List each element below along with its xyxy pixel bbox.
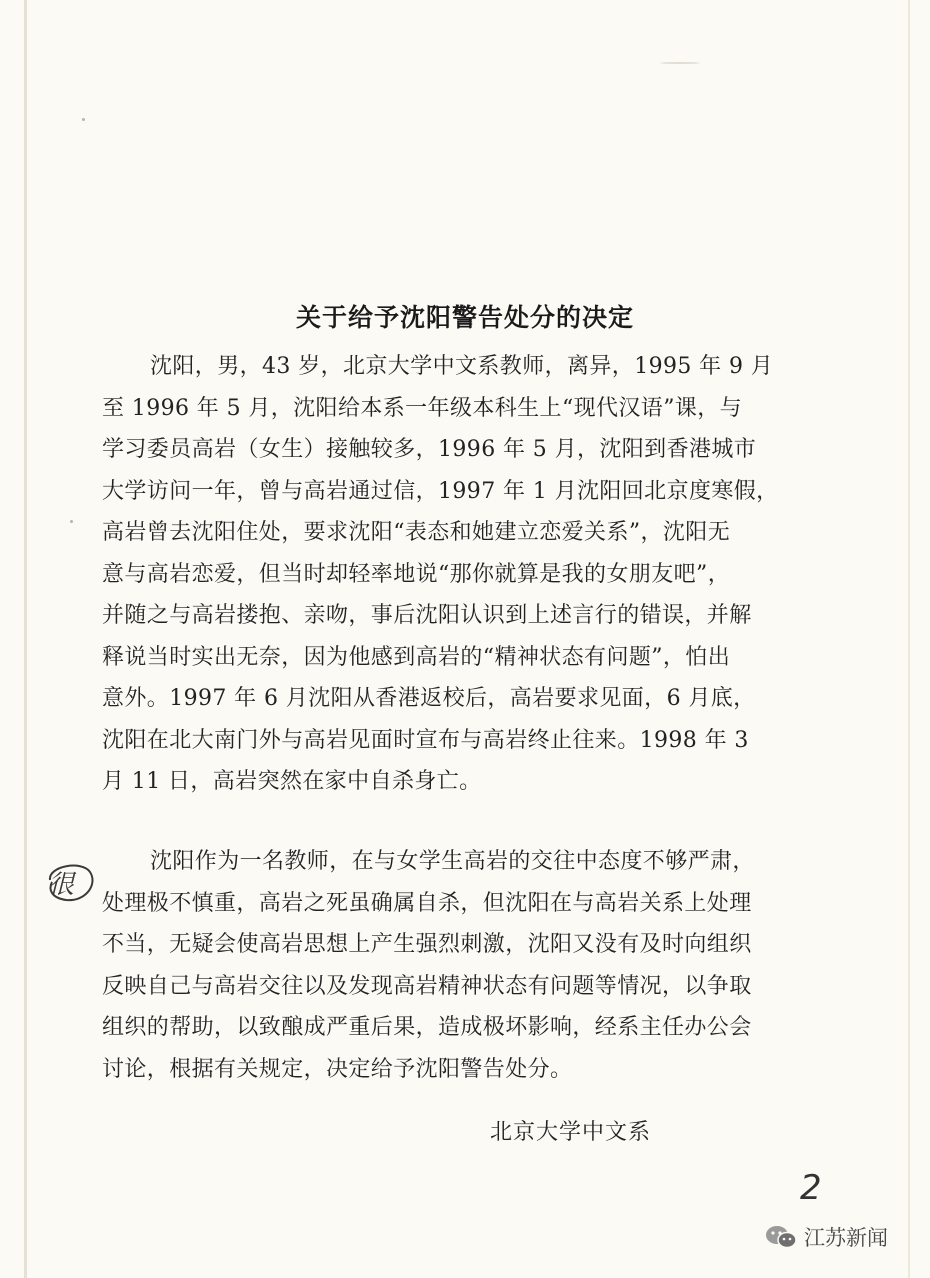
text-line: 意与高岩恋爱，但当时却轻率地说“那你就算是我的女朋友吧”， <box>102 561 731 587</box>
page-right-edge <box>908 0 910 1278</box>
text-line: 并随之与高岩搂抱、亲吻，事后沈阳认识到上述言行的错误，并解 <box>102 603 752 628</box>
text-line: 组织的帮助，以致酿成严重后果，造成极坏影响，经系主任办公会 <box>102 1015 752 1040</box>
handwritten-margin-note <box>42 858 98 906</box>
paper-speck <box>660 62 700 64</box>
handwritten-page-number: 2 <box>800 1168 822 1208</box>
paragraph-2 <box>102 841 802 1090</box>
paragraph-1 <box>102 346 802 803</box>
text-line: 沈阳，男，43 岁，北京大学中文系教师，离异，1995 年 9 月 <box>150 354 774 379</box>
text-line: 处理极不慎重，高岩之死虽确属自杀，但沈阳在与高岩关系上处理 <box>102 890 752 916</box>
margin-note-text: 很 <box>48 870 75 900</box>
page-left-edge <box>24 0 27 1278</box>
document-title: 关于给予沈阳警告处分的决定 <box>295 303 634 332</box>
text-line: 高岩曾去沈阳住处，要求沈阳“表态和她建立恋爱关系”，沈阳无 <box>102 520 731 545</box>
text-line: 不当，无疑会使高岩思想上产生强烈刺激，沈阳又没有及时向组织 <box>102 932 752 957</box>
text-line: 沈阳作为一名教师，在与女学生高岩的交往中态度不够严肃， <box>150 849 755 874</box>
text-line: 月 11 日，高岩突然在家中自杀身亡。 <box>102 769 482 794</box>
text-line: 反映自己与高岩交往以及发现高岩精神状态有问题等情况，以争取 <box>102 973 752 999</box>
paper-speck <box>82 118 85 121</box>
text-line: 至 1996 年 5 月，沈阳给本系一年级本科生上“现代汉语”课，与 <box>102 395 743 421</box>
text-line: 释说当时实出无奈，因为他感到高岩的“精神状态有问题”，怕出 <box>102 644 731 670</box>
text-line: 讨论，根据有关规定，决定给予沈阳警告处分。 <box>102 1056 573 1082</box>
text-line: 大学访问一年，曾与高岩通过信，1997 年 1 月沈阳回北京度寒假， <box>102 478 779 504</box>
signature: 北京大学中文系 <box>490 1120 652 1145</box>
paper-speck <box>70 520 73 523</box>
source-watermark <box>764 1222 888 1252</box>
text-line: 沈阳在北大南门外与高岩见面时宣布与高岩终止往来。1998 年 3 <box>102 727 749 753</box>
text-line: 学习委员高岩（女生）接触较多，1996 年 5 月，沈阳到香港城市 <box>102 437 757 462</box>
text-line: 意外。1997 年 6 月沈阳从香港返校后，高岩要求见面，6 月底， <box>102 686 756 711</box>
watermark-text: 江苏新闻 <box>804 1226 888 1250</box>
wechat-icon <box>764 1223 798 1251</box>
